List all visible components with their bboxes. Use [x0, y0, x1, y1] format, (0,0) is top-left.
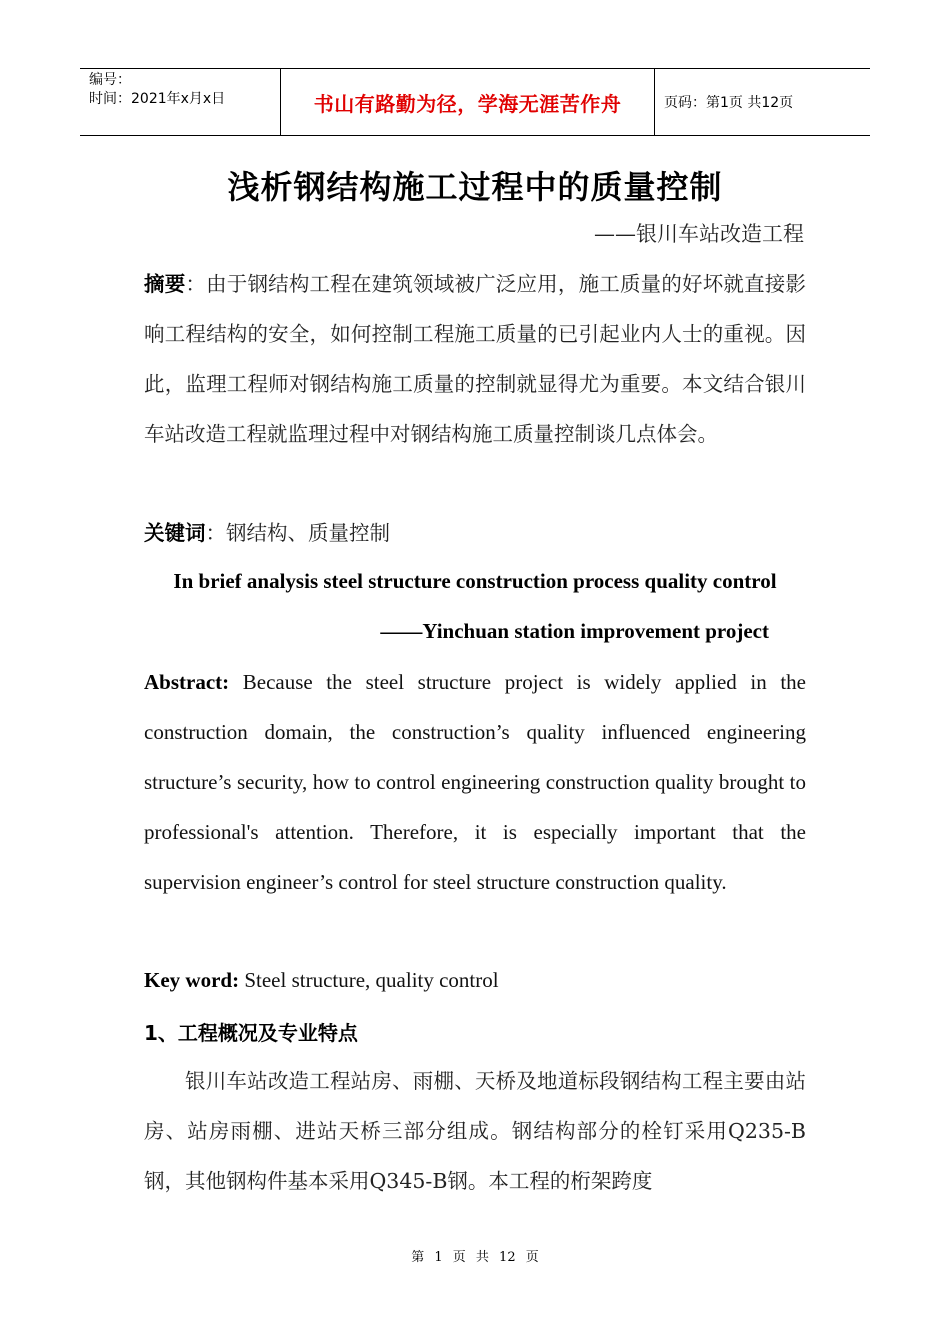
- abstract-en: [144, 657, 806, 907]
- header-motto-cell: [281, 69, 655, 135]
- header-page-cell: [655, 69, 870, 135]
- header-motto: 书山有路勤为径，学海无涯苦作舟: [313, 91, 622, 116]
- keywords-en-label: Key word:: [144, 968, 240, 992]
- keywords-cn-text: ：钢结构、质量控制: [205, 521, 390, 545]
- document-number: 编号：: [89, 72, 131, 88]
- english-title: In brief analysis steel structure construction process quality control: [173, 569, 777, 593]
- document-header: [80, 68, 870, 136]
- abstract-cn: [144, 259, 806, 459]
- english-subtitle: ——Yinchuan station improvement project: [380, 619, 769, 643]
- keywords-cn-label: 关键词: [144, 521, 206, 545]
- section-paragraph: 银川车站改造工程站房、雨棚、天桥及地道标段钢结构工程主要由站房、站房雨棚、进站天桥三部分组成。钢结构部分的栓钉采用Q235-B钢，其他钢构件基本采用Q345-B钢。本工程的桁架跨度: [144, 1069, 806, 1193]
- keywords-en: [144, 955, 806, 1005]
- page-title: 浅析钢结构施工过程中的质量控制: [227, 168, 723, 206]
- document-date: 时间：2021年x月x日: [89, 91, 226, 107]
- section-heading: 1、工程概况及专业特点: [144, 1021, 358, 1045]
- keywords-cn: [144, 508, 806, 558]
- abstract-cn-text: ：由于钢结构工程在建筑领域被广泛应用，施工质量的好坏就直接影响工程结构的安全，如何控制工程施工质量的已引起业内人士的重视。因此，监理工程师对钢结构施工质量的控制就显得尤为重要。本文结合银川车站改造工程就监理过程中对钢结构施工质量控制谈几点体会。: [144, 272, 807, 446]
- abstract-cn-label: 摘要: [144, 272, 186, 296]
- abstract-en-text: Because the steel structure project is widely applied in the construction domain, the construction’s quality influenced engineering structure’s security, how to control engineering construction quality brought to professional's attention. Therefore, it is especially important that the supervision engineer’s control for steel structure construction quality.: [144, 670, 806, 894]
- page-footer: 第 1 页 共 12 页: [411, 1250, 539, 1265]
- header-page-info: 页码：第1页 共12页: [664, 95, 794, 111]
- keywords-en-text: Steel structure, quality control: [239, 968, 499, 992]
- header-meta-cell: [80, 69, 281, 135]
- abstract-en-label: Abstract:: [144, 670, 230, 694]
- page-subtitle: ——银川车站改造工程: [594, 222, 804, 246]
